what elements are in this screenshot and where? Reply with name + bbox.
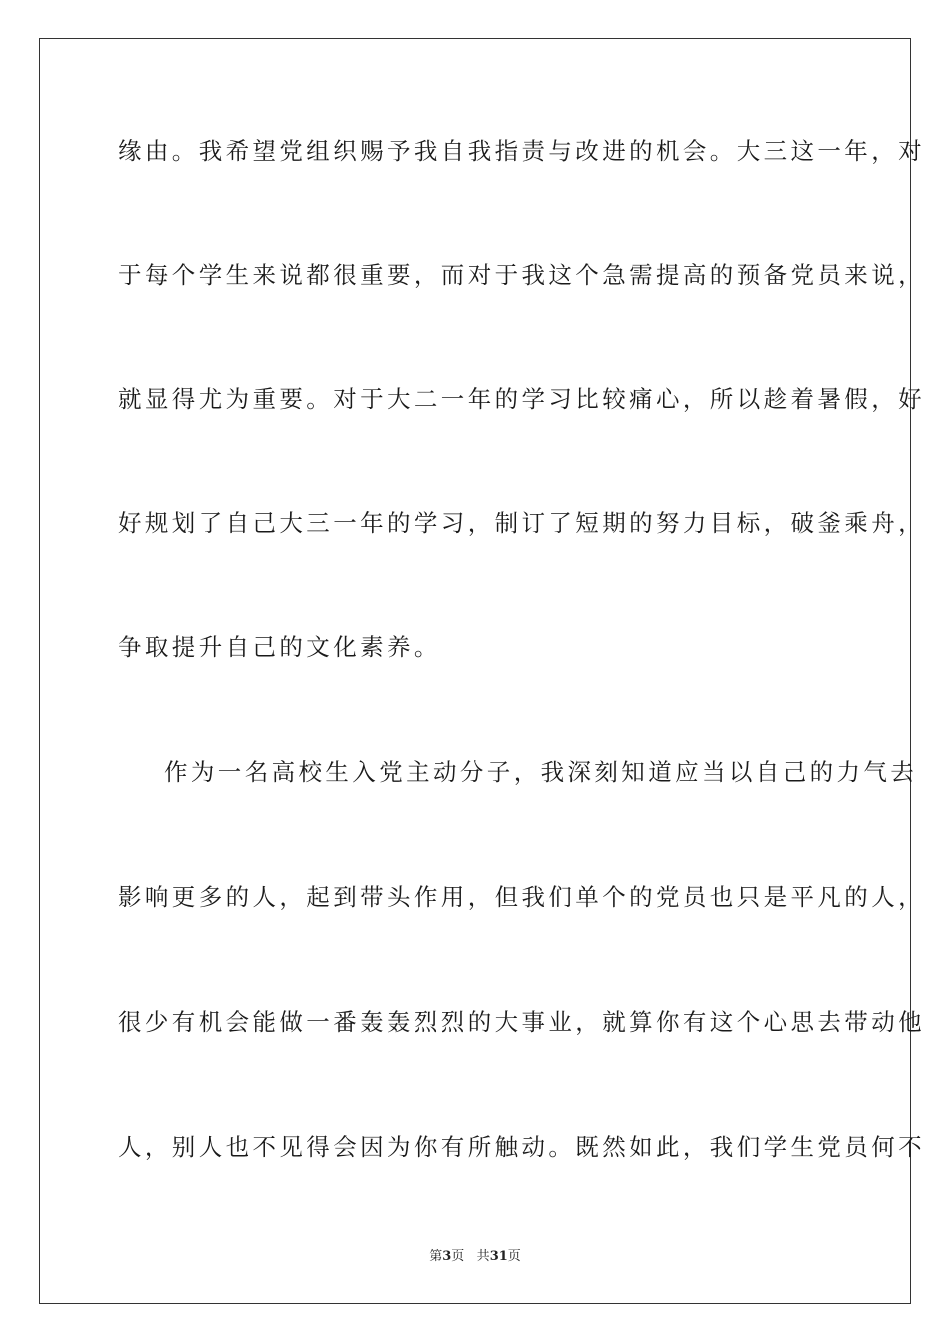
text-line-7: 影响更多的人，起到带头作用，但我们单个的党员也只是平凡的人， xyxy=(118,883,925,911)
footer-total-pages: 31 xyxy=(489,1249,508,1264)
footer-total-suffix: 页 xyxy=(507,1249,521,1264)
text-line-4: 好规划了自己大三一年的学习，制订了短期的努力目标，破釜乘舟， xyxy=(118,509,925,537)
text-line-6: 作为一名高校生入党主动分子，我深刻知道应当以自己的力气去 xyxy=(164,758,918,786)
footer-total-prefix: 共 xyxy=(476,1249,490,1264)
text-line-9: 人，别人也不见得会因为你有所触动。既然如此，我们学生党员何不 xyxy=(118,1133,925,1161)
footer-page-prefix: 第 xyxy=(429,1249,443,1264)
text-line-2: 于每个学生来说都很重要，而对于我这个急需提高的预备党员来说， xyxy=(118,261,925,289)
text-line-1: 缘由。我希望党组织赐予我自我指责与改进的机会。大三这一年，对 xyxy=(118,137,925,165)
text-line-8: 很少有机会能做一番轰轰烈烈的大事业，就算你有这个心思去带动他 xyxy=(118,1008,925,1036)
page-footer xyxy=(0,1245,950,1264)
text-line-3: 就显得尤为重要。对于大二一年的学习比较痛心，所以趁着暑假，好 xyxy=(118,385,925,413)
page-border xyxy=(39,38,925,1304)
text-line-5: 争取提升自己的文化素养。 xyxy=(118,633,441,661)
footer-page-suffix: 页 xyxy=(451,1249,465,1264)
footer-page-number: 3 xyxy=(442,1249,452,1264)
